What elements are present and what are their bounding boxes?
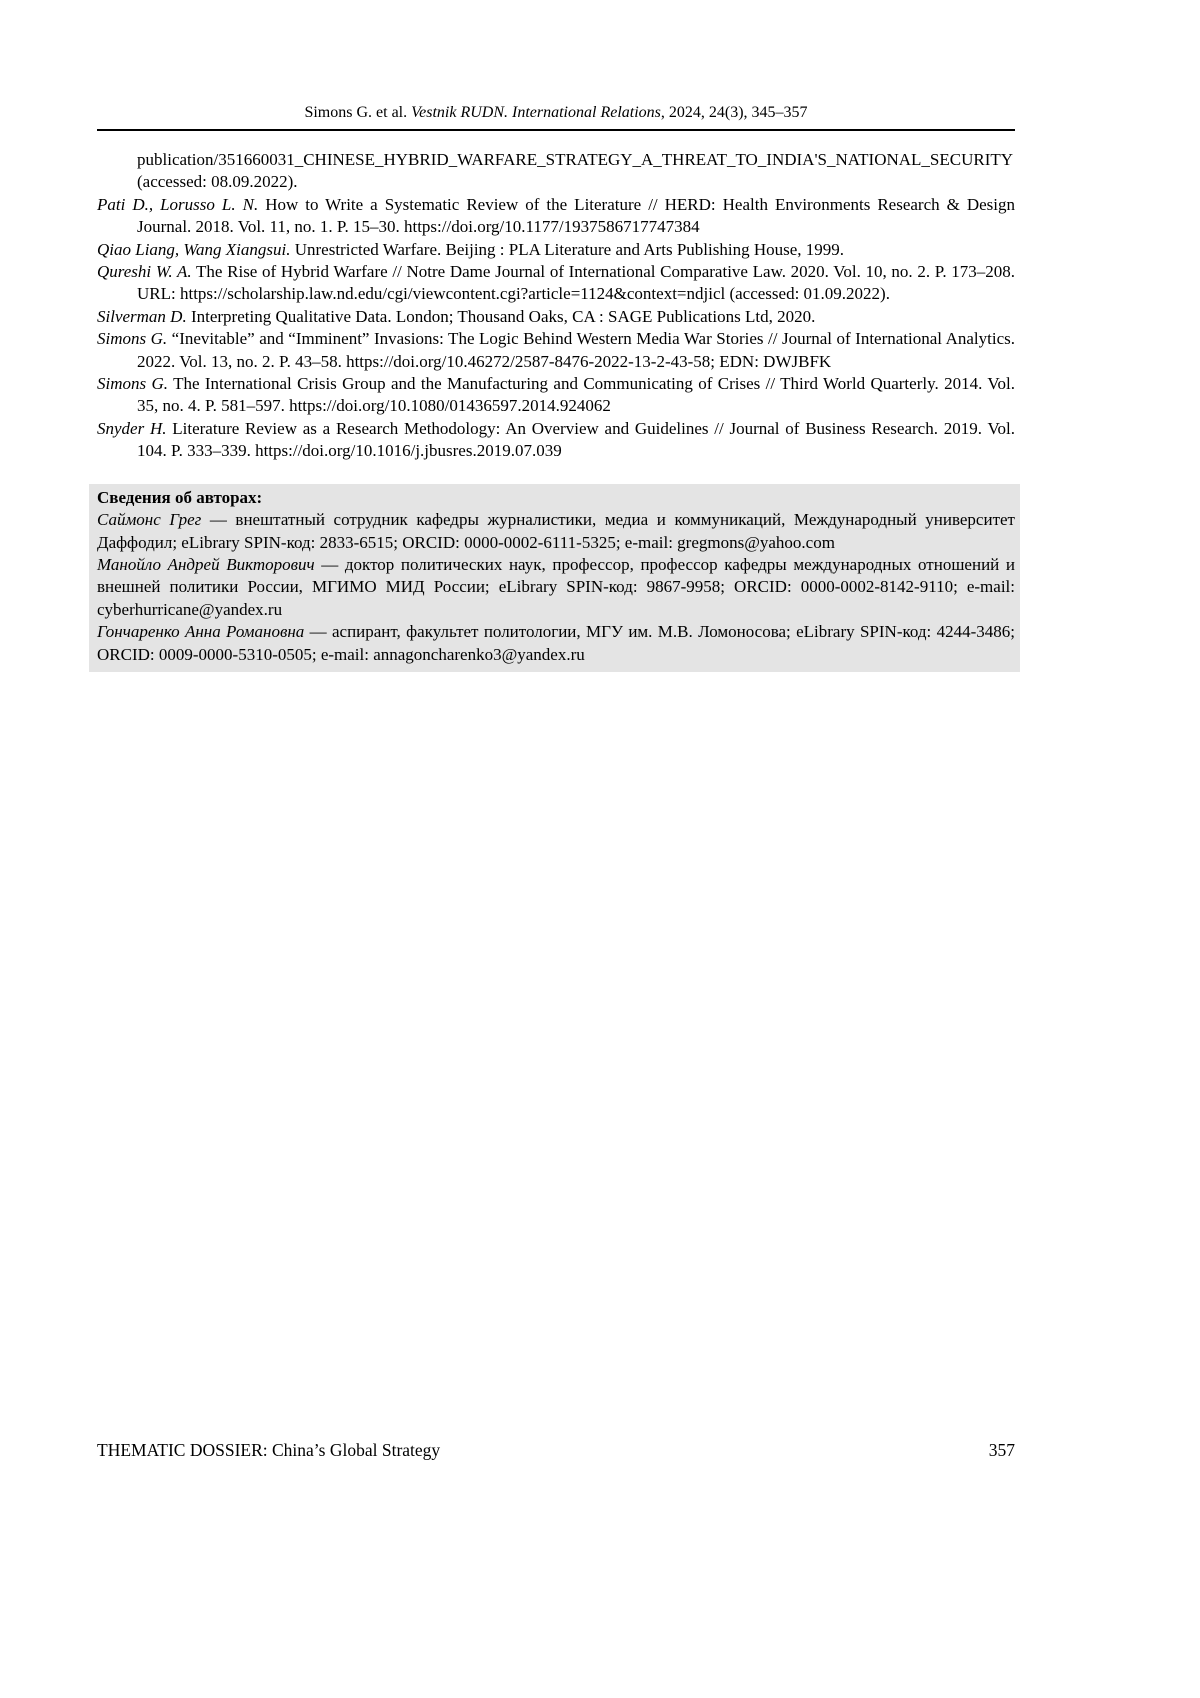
reference-text: How to Write a Systematic Review of the Literature // HERD: Health Environments Research & Design Journal. 2018. Vol. 11, no. 1. P. 15–30. https://doi.org/10.1177/1937586717747384 [137, 194, 1015, 237]
author-details: — доктор политических наук, профессор, профессор кафедры международных отношений и внешней политики России, МГИМО МИД России; eLibrary SPIN-код: 9867-9958; ORCID: 0000-0002-8142-9110; e-mail: cyberhurricane@yandex.ru [97, 554, 1015, 619]
reference-item [97, 373, 1015, 418]
running-header-journal-title: Vestnik RUDN. International Relations [411, 104, 661, 121]
reference-item [97, 239, 1015, 261]
authors-info-box [89, 484, 1020, 672]
reference-authors: Qiao Liang, Wang Xiangsui. [97, 239, 291, 259]
running-header [97, 103, 1015, 123]
author-name: Манойло Андрей Викторович [97, 554, 315, 574]
reference-text: Literature Review as a Research Methodology: An Overview and Guidelines // Journal of Business Research. 2019. Vol. 104. P. 333–339. https://doi.org/10.1016/j.jbusres.2019.07.039 [137, 418, 1015, 461]
header-rule [97, 129, 1015, 131]
reference-text: Unrestricted Warfare. Beijing : PLA Literature and Arts Publishing House, 1999. [290, 239, 845, 259]
authors-info-title: Сведения об авторах: [97, 487, 263, 507]
page-footer [97, 1440, 1015, 1461]
author-entry [97, 554, 1015, 621]
reference-text: The Rise of Hybrid Warfare // Notre Dame Journal of International Comparative Law. 2020. Vol. 10, no. 2. P. 173–208. URL: https://scholarship.law.nd.edu/cgi/viewcontent.cgi?article=1124&context=ndjicl (accessed: 01.09.2022). [137, 262, 1015, 304]
footer-section-title: THEMATIC DOSSIER: China’s Global Strategy [97, 1440, 441, 1460]
reference-authors: Simons G. [97, 374, 169, 394]
reference-item [97, 306, 1015, 328]
reference-text: Interpreting Qualitative Data. London; Thousand Oaks, CA : SAGE Publications Ltd, 2020. [186, 306, 816, 326]
running-header-issue: , 2024, 24(3), 345–357 [660, 104, 808, 121]
reference-authors: Qureshi W. A. [97, 262, 192, 282]
reference-authors: Simons G. [97, 329, 168, 349]
reference-authors: Snyder H. [97, 418, 167, 438]
author-entry [97, 509, 1015, 554]
reference-text: publication/351660031_CHINESE_HYBRID_WARFARE_STRATEGY_A_THREAT_TO_INDIA'S_NATIONAL_SECURITY (accessed: 08.09.2022). [137, 150, 1014, 192]
reference-text: “Inevitable” and “Imminent” Invasions: The Logic Behind Western Media War Stories // Journal of International Analytics. 2022. Vol. 13, no. 2. P. 43–58. https://doi.org/10.46272/2587-8476-2022-13-2-43-58; EDN: DWJBFK [137, 329, 1015, 371]
reference-item [97, 194, 1015, 239]
running-header-authors: Simons G. et al. [304, 104, 412, 121]
reference-authors: Pati D., Lorusso L. N. [97, 194, 259, 214]
author-name: Саймонс Грег [97, 510, 202, 530]
author-entry [97, 621, 1015, 666]
reference-authors: Silverman D. [97, 306, 187, 326]
author-details: — аспирант, факультет политологии, МГУ им. М.В. Ломоносова; eLibrary SPIN-код: 4244-3486; ORCID: 0009-0000-5310-0505; e-mail: annagoncharenko3@yandex.ru [97, 622, 1015, 664]
reference-item [97, 149, 1015, 194]
reference-item [97, 418, 1015, 463]
reference-text: The International Crisis Group and the Manufacturing and Communicating of Crises // Third World Quarterly. 2014. Vol. 35, no. 4. P. 581–597. https://doi.org/10.1080/01436597.2014.924062 [137, 374, 1015, 416]
reference-item [97, 328, 1015, 373]
page-content [97, 149, 1015, 672]
author-name: Гончаренко Анна Романовна [97, 622, 305, 642]
reference-item [97, 261, 1015, 306]
page-number: 357 [988, 1440, 1015, 1460]
author-details: — внештатный сотрудник кафедры журналистики, медиа и коммуникаций, Международный университет Даффодил; eLibrary SPIN-код: 2833-6515; ORCID: 0000-0002-6111-5325; e-mail: gregmons@yahoo.com [97, 510, 1015, 552]
